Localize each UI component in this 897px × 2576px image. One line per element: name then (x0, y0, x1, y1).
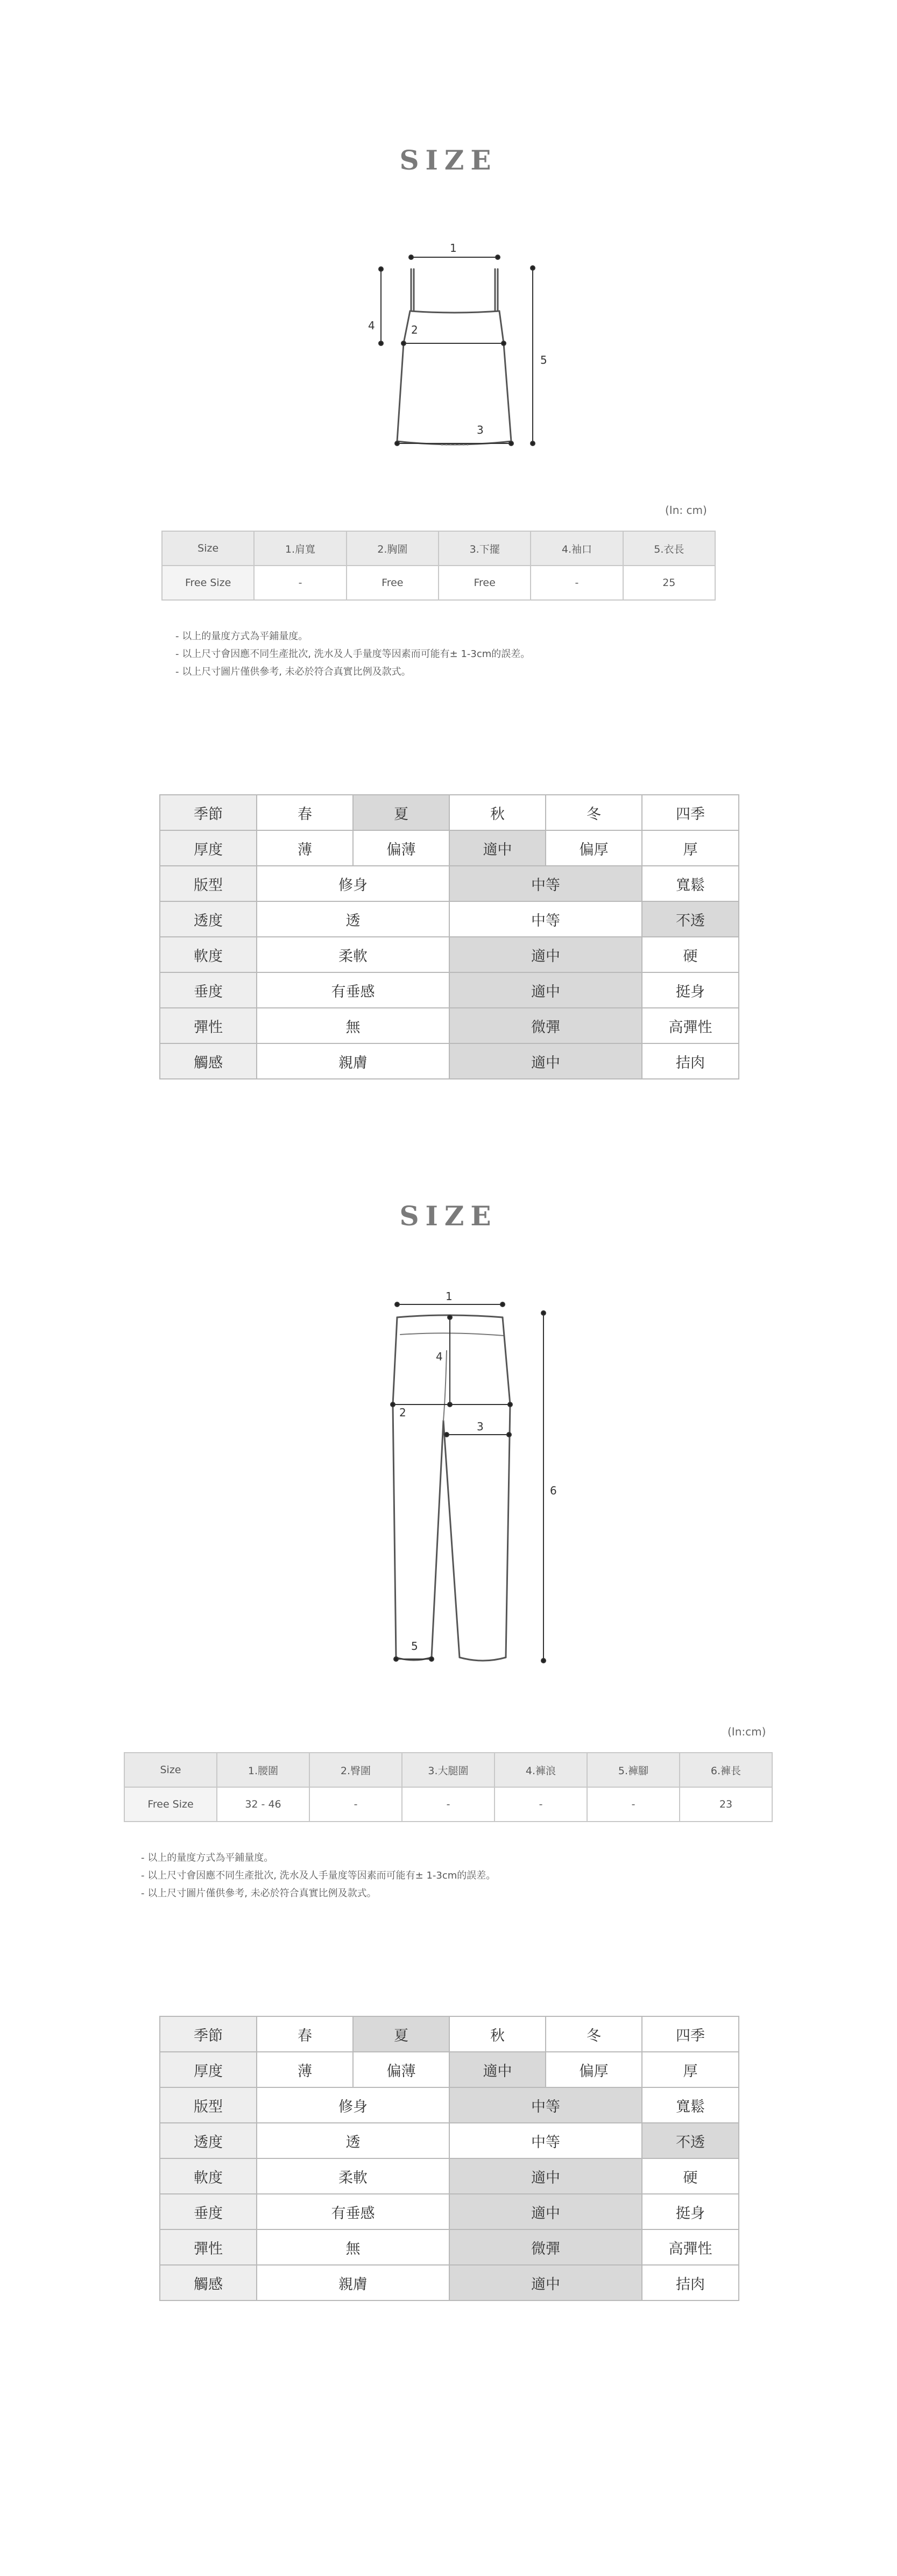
diagram-label-6: 6 (550, 1484, 557, 1497)
attr-label-softness: 軟度 (160, 2158, 257, 2194)
attr-option: 春 (257, 2016, 353, 2052)
attr-option-selected: 適中 (449, 830, 546, 866)
attr-label-elasticity: 彈性 (160, 2229, 257, 2265)
header-cell: Size (162, 531, 254, 566)
attr-option: 親膚 (257, 1043, 449, 1079)
attr-label-touch: 觸感 (160, 2265, 257, 2300)
unit-label-bottom: (In:cm) (728, 1725, 766, 1738)
section-title-bottom: SIZE (399, 1200, 498, 1232)
note-line: - 以上尺寸會因應不同生產批次, 洗水及人手量度等因素而可能有± 1-3cm的誤差。 (141, 1870, 496, 1881)
size-table-row (162, 566, 715, 600)
attr-option: 挺身 (642, 2194, 739, 2229)
attr-option-selected: 適中 (449, 2265, 642, 2300)
diagram-label-1: 1 (446, 1291, 453, 1303)
note-line: - 以上尺寸會因應不同生產批次, 洗水及人手量度等因素而可能有± 1-3cm的誤差。 (175, 648, 531, 660)
attr-option-selected: 不透 (642, 2123, 739, 2158)
attr-option: 偏薄 (353, 830, 449, 866)
fabric-attributes-table-bottom (159, 2016, 739, 2301)
attr-option: 冬 (546, 2016, 642, 2052)
diagram-label-1: 1 (450, 242, 457, 255)
diagram-label-5: 5 (411, 1640, 418, 1653)
attr-option: 柔軟 (257, 937, 449, 972)
value-cell: - (495, 1787, 587, 1822)
header-cell: Size (124, 1753, 217, 1787)
attr-option: 四季 (642, 795, 739, 830)
attr-row-season (160, 2016, 739, 2052)
attr-option-selected: 夏 (353, 2016, 449, 2052)
attr-option-selected: 適中 (449, 1043, 642, 1079)
value-cell: - (402, 1787, 495, 1822)
diagram-label-3: 3 (477, 1420, 484, 1433)
diagram-label-4: 4 (436, 1350, 443, 1363)
attr-option: 厚 (642, 830, 739, 866)
attr-row-fit (160, 2087, 739, 2123)
pants-diagram (355, 1291, 581, 1668)
attr-row-season (160, 795, 739, 830)
attr-option-selected: 微彈 (449, 2229, 642, 2265)
attr-option-selected: 適中 (449, 937, 642, 972)
attr-option-selected: 適中 (449, 2194, 642, 2229)
size-table-bottom (124, 1752, 773, 1822)
attr-option: 拮肉 (642, 1043, 739, 1079)
header-cell: 6.褲長 (680, 1753, 772, 1787)
attr-label-transparency: 透度 (160, 2123, 257, 2158)
fabric-attributes-table-top (159, 794, 739, 1079)
value-cell: Free (439, 566, 531, 600)
attr-row-transparency (160, 901, 739, 937)
attr-option: 秋 (449, 795, 546, 830)
attr-option: 修身 (257, 2087, 449, 2123)
attr-option: 薄 (257, 830, 353, 866)
value-cell: 32 - 46 (217, 1787, 309, 1822)
attr-option-selected: 夏 (353, 795, 449, 830)
attr-option: 透 (257, 2123, 449, 2158)
attr-row-thickness (160, 830, 739, 866)
attr-option: 無 (257, 2229, 449, 2265)
attr-option-selected: 適中 (449, 2052, 546, 2087)
attr-option: 硬 (642, 2158, 739, 2194)
diagram-label-3: 3 (477, 424, 484, 436)
attr-option: 寬鬆 (642, 866, 739, 901)
value-cell: 25 (623, 566, 715, 600)
diagram-label-4: 4 (368, 319, 375, 332)
note-line: - 以上的量度方式為平鋪量度。 (175, 631, 308, 642)
attr-label-transparency: 透度 (160, 901, 257, 937)
attr-row-drape (160, 972, 739, 1008)
attr-option-selected: 中等 (449, 866, 642, 901)
camisole-diagram (355, 237, 560, 463)
attr-option: 拮肉 (642, 2265, 739, 2300)
size-table-row (124, 1787, 772, 1822)
notes-bottom (141, 1849, 496, 1902)
note-line: - 以上的量度方式為平鋪量度。 (141, 1852, 274, 1864)
attr-option: 高彈性 (642, 2229, 739, 2265)
attr-row-softness (160, 2158, 739, 2194)
header-cell: 1.腰圍 (217, 1753, 309, 1787)
attr-label-touch: 觸感 (160, 1043, 257, 1079)
header-cell: 3.下擺 (439, 531, 531, 566)
attr-option: 四季 (642, 2016, 739, 2052)
attr-row-transparency (160, 2123, 739, 2158)
attr-option: 冬 (546, 795, 642, 830)
attr-option-selected: 適中 (449, 2158, 642, 2194)
attr-row-elasticity (160, 1008, 739, 1043)
size-table-header-row (162, 531, 715, 566)
attr-option: 挺身 (642, 972, 739, 1008)
header-cell: 4.褲浪 (495, 1753, 587, 1787)
attr-option: 無 (257, 1008, 449, 1043)
note-line: - 以上尺寸圖片僅供參考, 未必於符合真實比例及款式。 (141, 1888, 377, 1899)
attr-option: 透 (257, 901, 449, 937)
attr-option: 有垂感 (257, 972, 449, 1008)
attr-option: 修身 (257, 866, 449, 901)
attr-option-selected: 不透 (642, 901, 739, 937)
attr-option: 薄 (257, 2052, 353, 2087)
size-table-header-row (124, 1753, 772, 1787)
attr-option: 親膚 (257, 2265, 449, 2300)
attr-row-thickness (160, 2052, 739, 2087)
diagram-label-2: 2 (411, 323, 418, 336)
attr-label-thickness: 厚度 (160, 2052, 257, 2087)
value-cell: - (254, 566, 346, 600)
attr-label-elasticity: 彈性 (160, 1008, 257, 1043)
header-cell: 1.肩寬 (254, 531, 346, 566)
attr-option: 厚 (642, 2052, 739, 2087)
notes-top (175, 627, 530, 681)
size-table-top (161, 531, 716, 601)
attr-label-season: 季節 (160, 2016, 257, 2052)
attr-label-drape: 垂度 (160, 972, 257, 1008)
attr-option: 中等 (449, 901, 642, 937)
attr-option-selected: 微彈 (449, 1008, 642, 1043)
header-cell: 4.袖口 (531, 531, 623, 566)
value-cell: 23 (680, 1787, 772, 1822)
value-cell: Free (347, 566, 439, 600)
attr-option: 春 (257, 795, 353, 830)
row-label-cell: Free Size (162, 566, 254, 600)
attr-option: 硬 (642, 937, 739, 972)
diagram-label-2: 2 (399, 1406, 406, 1419)
header-cell: 3.大腿圍 (402, 1753, 495, 1787)
section-title-top: SIZE (399, 144, 498, 176)
value-cell: - (587, 1787, 680, 1822)
attr-label-season: 季節 (160, 795, 257, 830)
attr-option: 秋 (449, 2016, 546, 2052)
attr-label-softness: 軟度 (160, 937, 257, 972)
attr-label-fit: 版型 (160, 866, 257, 901)
attr-label-thickness: 厚度 (160, 830, 257, 866)
attr-option: 柔軟 (257, 2158, 449, 2194)
header-cell: 5.衣長 (623, 531, 715, 566)
attr-label-fit: 版型 (160, 2087, 257, 2123)
attr-option: 高彈性 (642, 1008, 739, 1043)
diagram-label-5: 5 (540, 354, 547, 366)
attr-option-selected: 中等 (449, 2087, 642, 2123)
attr-option: 寬鬆 (642, 2087, 739, 2123)
note-line: - 以上尺寸圖片僅供參考, 未必於符合真實比例及款式。 (175, 666, 411, 677)
attr-option: 中等 (449, 2123, 642, 2158)
attr-row-fit (160, 866, 739, 901)
attr-row-touch (160, 1043, 739, 1079)
value-cell: - (309, 1787, 402, 1822)
attr-label-drape: 垂度 (160, 2194, 257, 2229)
header-cell: 2.胸圍 (347, 531, 439, 566)
header-cell: 2.臀圍 (309, 1753, 402, 1787)
attr-row-softness (160, 937, 739, 972)
value-cell: - (531, 566, 623, 600)
attr-option: 有垂感 (257, 2194, 449, 2229)
attr-row-elasticity (160, 2229, 739, 2265)
attr-option: 偏厚 (546, 2052, 642, 2087)
attr-option: 偏薄 (353, 2052, 449, 2087)
attr-row-drape (160, 2194, 739, 2229)
attr-option: 偏厚 (546, 830, 642, 866)
unit-label-top: (In: cm) (665, 504, 707, 517)
row-label-cell: Free Size (124, 1787, 217, 1822)
header-cell: 5.褲腳 (587, 1753, 680, 1787)
attr-row-touch (160, 2265, 739, 2300)
attr-option-selected: 適中 (449, 972, 642, 1008)
